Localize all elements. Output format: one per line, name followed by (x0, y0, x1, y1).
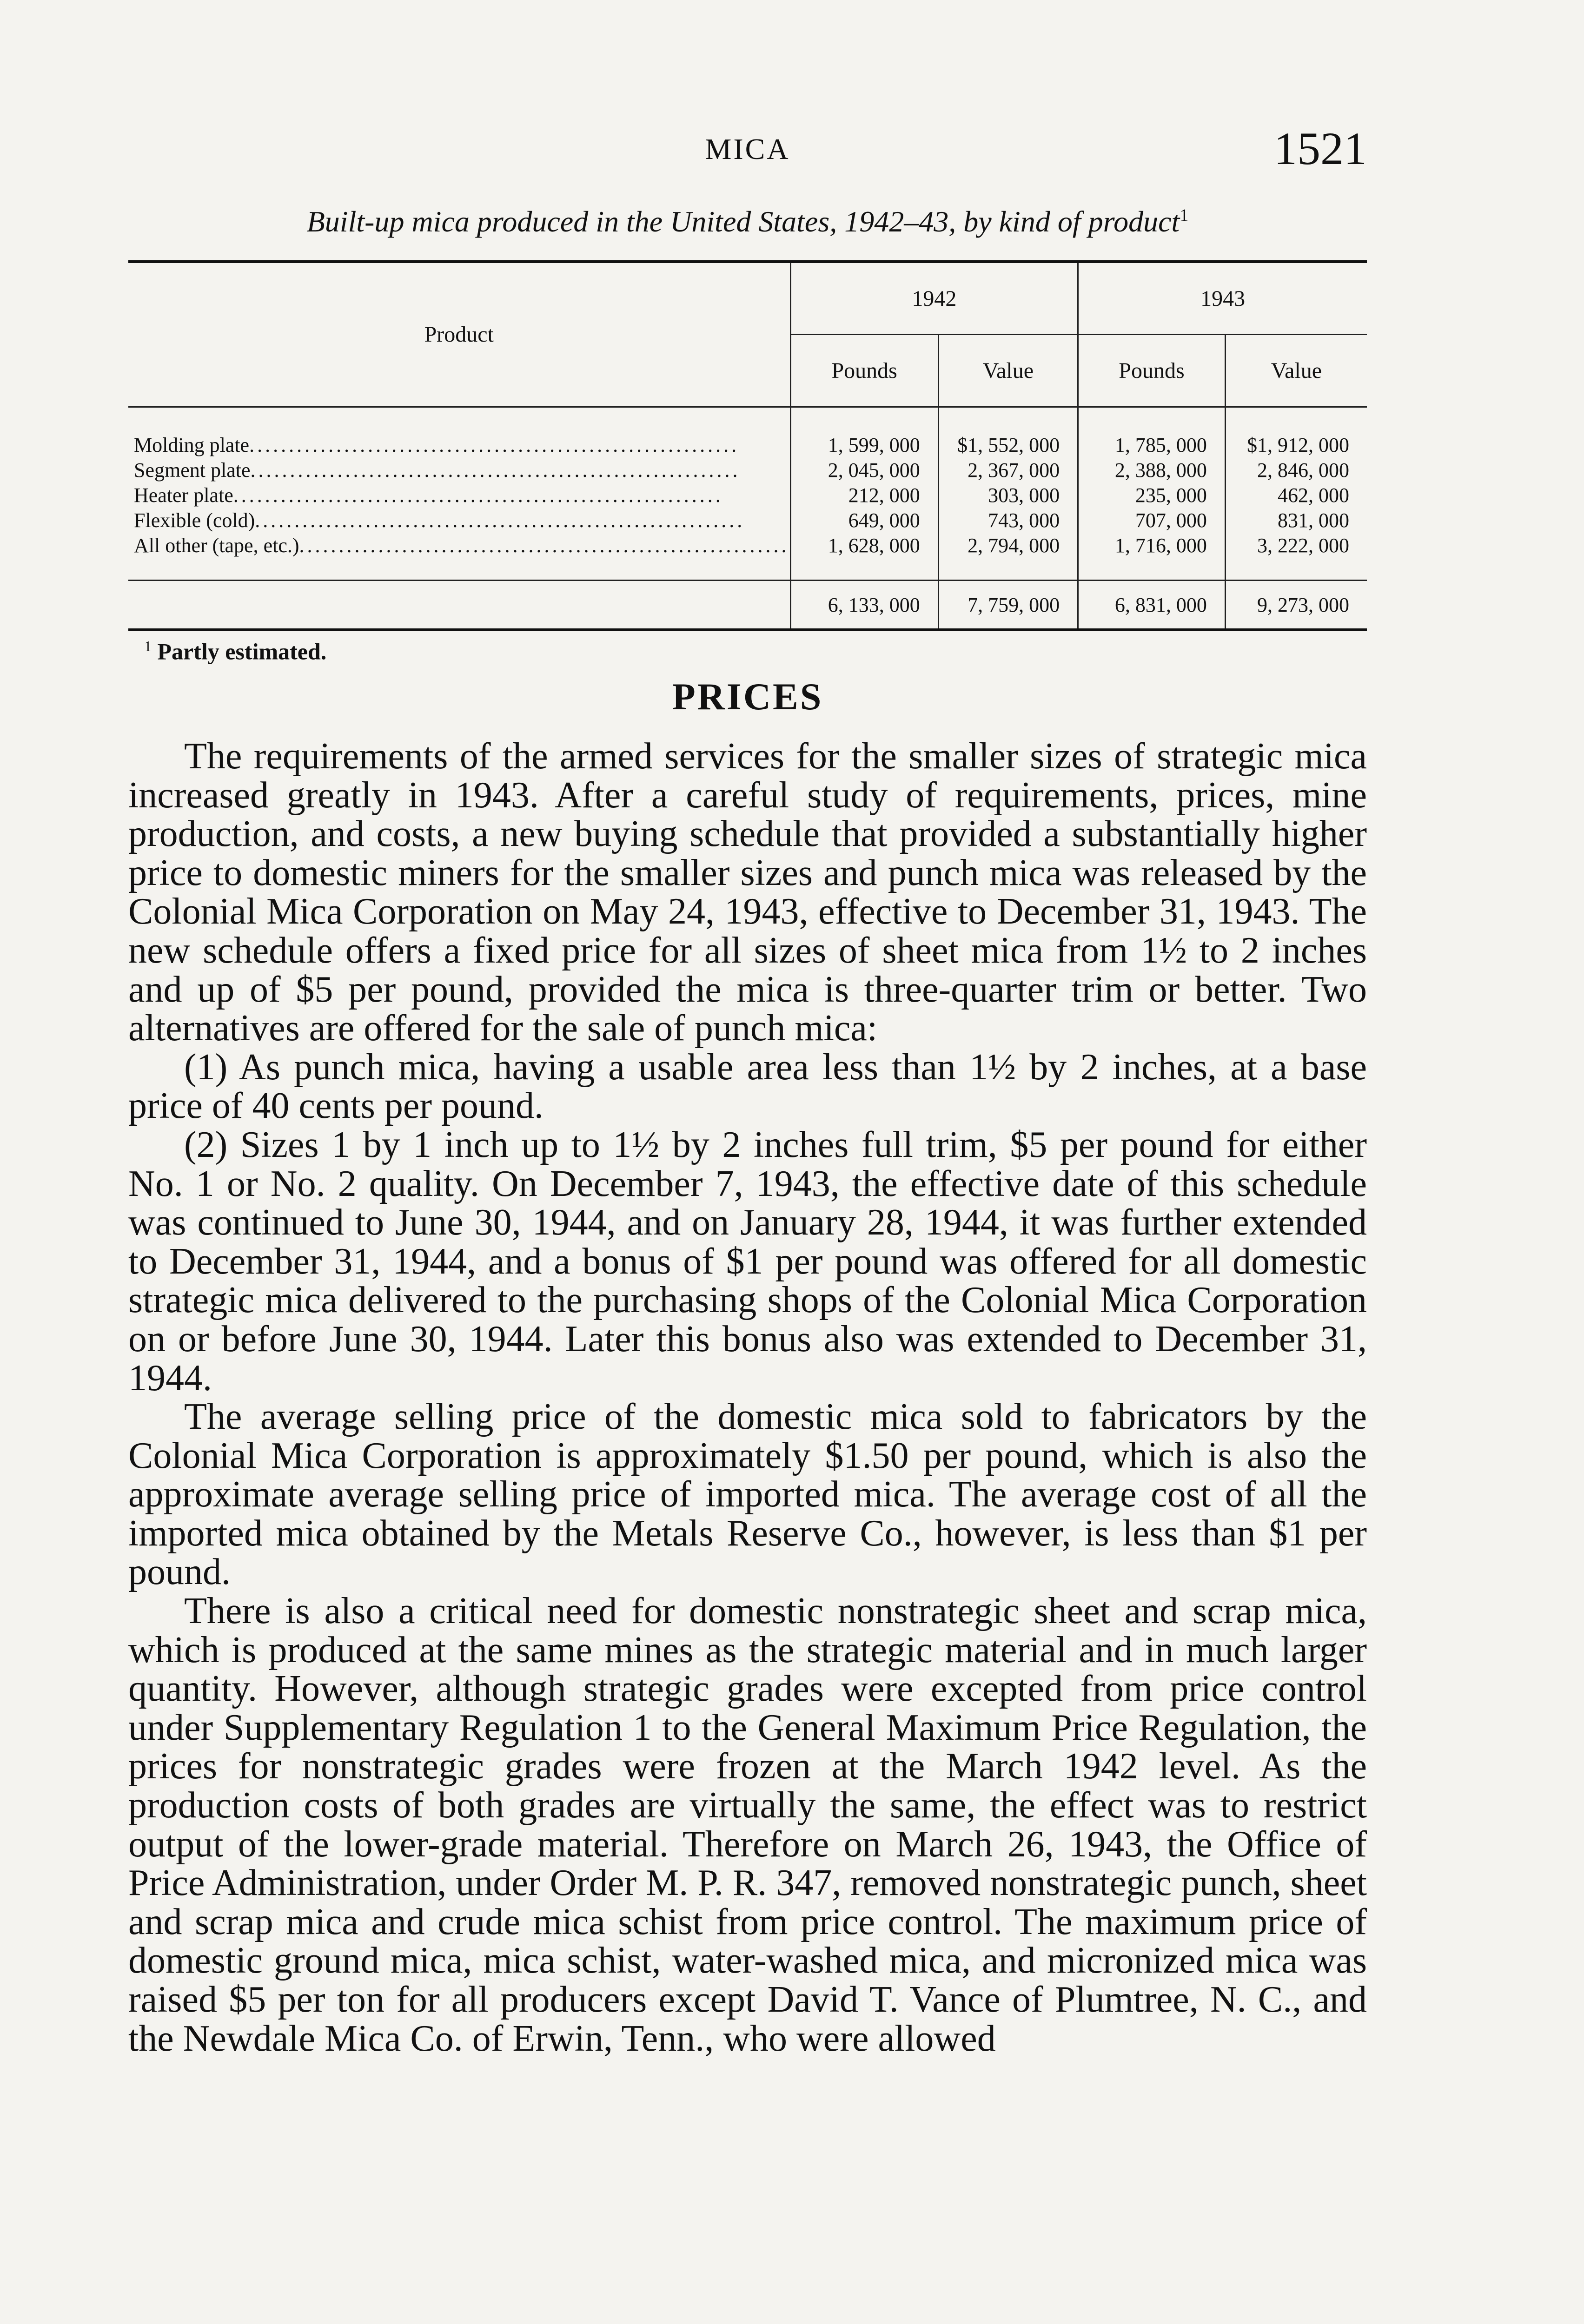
total-pounds-1942: 6, 133, 000 (790, 581, 938, 630)
paragraph: (2) Sizes 1 by 1 inch up to 1½ by 2 inches full trim, $5 per pound for either No. 1 or No. 2 quality. On December 7, 1943, the effective date of this schedule was continued to June 30, 1944, and on January 28, 1944, it was further extended to December 31, 1944, and a bonus of $1 per pound was offered for all domestic strategic mica delivered to the purchasing shops of the Colonial Mica Corporation on or before June 30, 1944. Later this bonus also was extended to December 31, 1944. (128, 1124, 1367, 1399)
total-pounds-1943: 6, 831, 000 (1078, 581, 1226, 630)
total-value-1943: 9, 273, 000 (1225, 581, 1367, 630)
table-row (128, 407, 1367, 457)
row-label (128, 407, 790, 457)
row-label (128, 508, 790, 533)
product-column-header: Product (128, 263, 790, 407)
cell-pounds-1943: 707, 000 (1078, 508, 1226, 533)
cell-value-1943: 831, 000 (1225, 508, 1367, 533)
cell-pounds-1943: 1, 785, 000 (1078, 407, 1226, 457)
leader-dots: .............................................................. (255, 508, 745, 532)
row-label (128, 457, 790, 482)
footnote-mark: 1 (144, 638, 152, 654)
body-text (128, 737, 1367, 2058)
table-caption (128, 205, 1367, 239)
cell-value-1943: 462, 000 (1225, 482, 1367, 508)
leader-dots: .............................................................. (299, 534, 789, 557)
column-header-value-1942: Value (938, 335, 1078, 407)
cell-value-1943: 2, 846, 000 (1225, 457, 1367, 482)
row-label (128, 482, 790, 508)
section-heading: PRICES (672, 675, 823, 718)
cell-value-1942: 2, 794, 000 (938, 533, 1078, 581)
table-row (128, 457, 1367, 482)
paragraph: The average selling price of the domestic mica sold to fabricators by the Colonial Mica Corporation is approximately $1.50 per pound, which is also the approximate average selling price of imported mica. The average cost of all the imported mica obtained by the Metals Reserve Co., however, is less than $1 per pound. (128, 1396, 1367, 1593)
cell-pounds-1942: 2, 045, 000 (790, 457, 938, 482)
footnote-text: Partly estimated. (157, 638, 327, 665)
product-name: All other (tape, etc.) (134, 534, 299, 557)
cell-pounds-1943: 2, 388, 000 (1078, 457, 1226, 482)
column-header-value-1943: Value (1225, 335, 1367, 407)
paragraph: The requirements of the armed services for the smaller sizes of strategic mica increased greatly in 1943. After a careful study of requirements, prices, mine production, and costs, a new buying schedule that provided a substantially higher price to domestic miners for the smaller sizes and punch mica was released by the Colonial Mica Corporation on May 24, 1943, effective to December 31, 1943. The new schedule offers a fixed price for all sizes of sheet mica from 1½ to 2 inches and up of $5 per pound, provided the mica is three-quarter trim or better. Two alternatives are offered for the sale of punch mica: (128, 736, 1367, 1049)
cell-pounds-1942: 212, 000 (790, 482, 938, 508)
table-header-row-years (128, 263, 1367, 335)
data-table (128, 263, 1367, 631)
cell-pounds-1943: 1, 716, 000 (1078, 533, 1226, 581)
cell-value-1943: $1, 912, 000 (1225, 407, 1367, 457)
paragraph: (1) As punch mica, having a usable area less than 1½ by 2 inches, at a base price of 40 cents per pound. (128, 1046, 1367, 1127)
cell-value-1942: 743, 000 (938, 508, 1078, 533)
product-name: Flexible (cold) (134, 508, 255, 532)
total-label-cell (128, 581, 790, 630)
cell-value-1942: 303, 000 (938, 482, 1078, 508)
table-total-row (128, 581, 1367, 630)
cell-pounds-1942: 649, 000 (790, 508, 938, 533)
table-row (128, 533, 1367, 581)
running-title: MICA (705, 132, 790, 165)
leader-dots: .............................................................. (249, 433, 740, 456)
paragraph: There is also a critical need for domestic nonstrategic sheet and scrap mica, which is produced at the same mines as the strategic material and in much larger quantity. However, although strategic grades were excepted from price control under Supplementary Regulation 1 to the General Maximum Price Regulation, the prices for nonstrategic grades were frozen at the March 1942 level. As the production costs of both grades are virtually the same, the effect was to restrict output of the lower-grade material. Therefore on March 26, 1943, the Office of Price Administration, under Order M. P. R. 347, removed nonstrategic punch, sheet and scrap mica and crude mica schist from price control. The maximum price of domestic ground mica, mica schist, water-washed mica, and micronized mica was raised $5 per ton for all producers except David T. Vance of Plumtree, N. C., and the Newdale Mica Co. of Erwin, Tenn., who were allowed (128, 1591, 1367, 2059)
production-table (128, 260, 1367, 631)
row-label (128, 533, 790, 581)
cell-pounds-1942: 1, 628, 000 (790, 533, 938, 581)
leader-dots: .............................................................. (250, 458, 741, 482)
product-name: Segment plate (134, 458, 251, 482)
table-footnote (144, 638, 326, 665)
year-header-1942: 1942 (790, 263, 1078, 335)
page-number: 1521 (1274, 123, 1367, 174)
product-name: Molding plate (134, 433, 250, 456)
total-value-1942: 7, 759, 000 (938, 581, 1078, 630)
table-caption-text: Built-up mica produced in the United States, 1942–43, by kind of product (306, 205, 1180, 238)
column-header-pounds-1943: Pounds (1078, 335, 1226, 407)
year-header-1943: 1943 (1078, 263, 1367, 335)
cell-pounds-1943: 235, 000 (1078, 482, 1226, 508)
caption-footnote-mark: 1 (1180, 205, 1189, 225)
leader-dots: .............................................................. (233, 483, 723, 507)
cell-value-1942: 2, 367, 000 (938, 457, 1078, 482)
column-header-pounds-1942: Pounds (790, 335, 938, 407)
product-name: Heater plate (134, 483, 233, 507)
table-row (128, 508, 1367, 533)
cell-pounds-1942: 1, 599, 000 (790, 407, 938, 457)
cell-value-1942: $1, 552, 000 (938, 407, 1078, 457)
cell-value-1943: 3, 222, 000 (1225, 533, 1367, 581)
running-head (128, 122, 1367, 173)
table-row (128, 482, 1367, 508)
